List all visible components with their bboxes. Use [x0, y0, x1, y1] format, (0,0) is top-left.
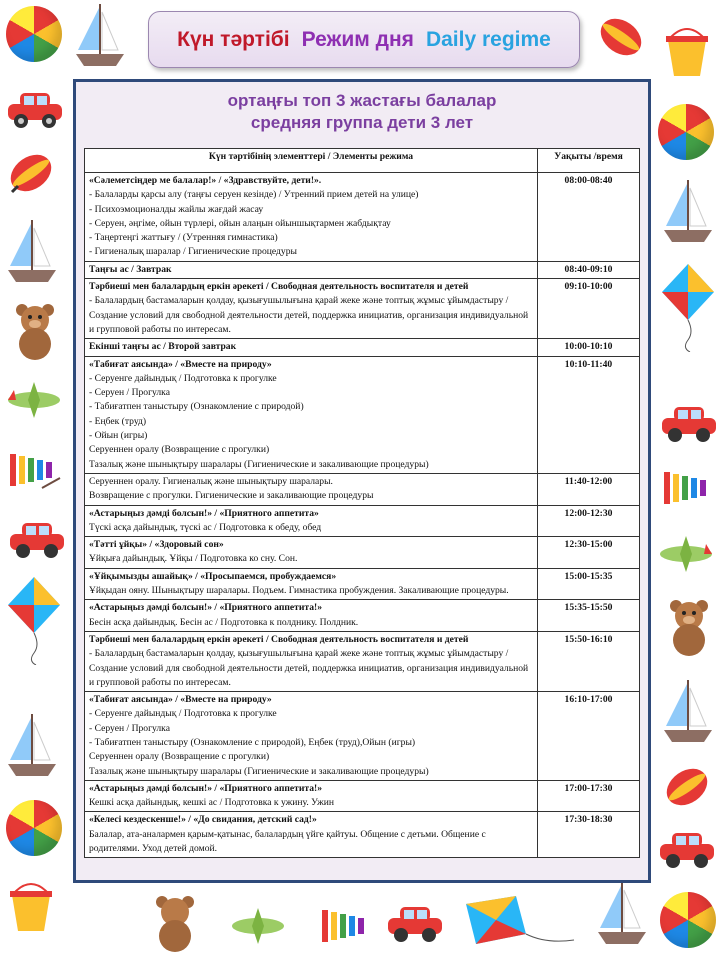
teddy-bear-icon-2 [664, 598, 714, 658]
activity-detail: Серуеннен оралу (Возвращение с прогулки) [89, 444, 270, 456]
spinning-top-icon [6, 148, 56, 198]
time-cell: 08:00-08:40 [538, 173, 640, 262]
spinning-top-icon-2 [596, 12, 646, 62]
teddy-bear-icon-3 [150, 894, 200, 954]
activity-cell [85, 780, 538, 812]
table-row [85, 600, 640, 632]
toy-car-icon-5 [386, 904, 444, 944]
sailboat-icon-3 [660, 178, 716, 248]
group-subtitle [76, 90, 648, 134]
table-row [85, 568, 640, 600]
activity-heading: «Табиғат аясында» / «Вместе на природу» [89, 694, 272, 706]
table-header-row [85, 149, 640, 173]
schedule-table [84, 148, 640, 858]
activity-detail: - Серуенге дайындық / Подготовка к прогулке [89, 372, 277, 384]
activity-detail: Балалар, ата-аналармен қарым-қатынас, балалардың үйге қайтуы. Общение с детьми. Общение с родителями. Уход детей домой. [89, 828, 486, 855]
beach-ball-icon-4 [660, 892, 716, 948]
toy-car-icon-3 [660, 404, 718, 444]
activity-heading: Екінші таңғы ас / Второй завтрак [89, 341, 237, 353]
activity-detail: Тазалық және шынықтыру шаралары (Гигиенические и закаливающие процедуры) [89, 765, 429, 777]
toy-plane-icon [4, 380, 64, 420]
toy-car-icon [6, 90, 64, 130]
table-row [85, 356, 640, 473]
table-row [85, 812, 640, 858]
title-english: Daily regime [425, 27, 551, 51]
activity-detail: - Психоэмоционалды жайлы жағдай жасау [89, 203, 264, 215]
toy-car-icon-2 [8, 520, 66, 560]
sailboat-icon-5 [594, 880, 650, 950]
time-cell: 10:10-11:40 [538, 356, 640, 473]
sailboat-icon-6 [72, 2, 128, 72]
table-row [85, 537, 640, 569]
time-cell: 15:50-16:10 [538, 631, 640, 691]
activity-detail: - Балалардың бастамаларын қолдау, қызығушылығына қарай жеке және топтық жұмыс ұйымдастыру / Создание условий для свободной деятельности детей, поддержка инициатив, организация индивидуальной и групповой работы по интересам. [89, 295, 529, 335]
activity-cell [85, 473, 538, 505]
activity-detail: - Балалардың бастамаларын қолдау, қызығушылығына қарай жеке және топтық жұмыс ұйымдастыру / Создание условий для свободной деятельности детей, поддержка инициатив, организация индивидуальной и групповой работы по интересам. [89, 648, 529, 688]
activity-cell [85, 261, 538, 278]
table-row [85, 692, 640, 781]
title-russian: Режим дня [301, 27, 414, 51]
time-cell: 15:35-15:50 [538, 600, 640, 632]
time-cell: 12:30-15:00 [538, 537, 640, 569]
schedule-panel [73, 79, 651, 883]
activity-detail: - Балаларды қарсы алу (таңғы серуен кезінде) / Утренний прием детей на улице) [89, 189, 419, 201]
activity-detail: Возвращение с прогулки. Гигиенические и закаливающие процедуры [89, 490, 374, 502]
beach-ball-icon-2 [6, 800, 62, 856]
time-cell: 15:00-15:35 [538, 568, 640, 600]
time-cell: 08:40-09:10 [538, 261, 640, 278]
activity-cell [85, 692, 538, 781]
activity-detail: Ұйқыға дайындық. Ұйқы / Подготовка ко сну. Сон. [89, 553, 298, 565]
activity-detail: Серуеннен оралу. Гигиеналық және шынықтыру шаралары. [89, 475, 333, 487]
activity-detail: Бесін асқа дайындық. Бесін ас / Подготовка к полднику. Полдник. [89, 616, 359, 628]
activity-detail: Түскі асқа дайындық, түскі ас / Подготовка к обеду, обед [89, 521, 322, 533]
table-row [85, 473, 640, 505]
xylophone-icon-2 [660, 466, 716, 510]
activity-cell [85, 356, 538, 473]
header-elements: Күн тәртібінің элементтері / Элементы режима [85, 149, 538, 173]
toy-car-icon-4 [658, 830, 716, 870]
activity-cell [85, 279, 538, 339]
subtitle-russian: средняя группа дети 3 лет [250, 113, 474, 132]
header-time: Уақыты /время [538, 149, 640, 173]
sailboat-icon-4 [660, 678, 716, 748]
activity-detail: - Серуен / Прогулка [89, 387, 170, 399]
title-banner [148, 11, 580, 68]
sand-bucket-icon-2 [662, 20, 712, 80]
activity-detail: - Серуен, әңгіме, ойын түрлері, ойын алаңын ойыншықтармен жабдықтау [89, 217, 391, 229]
activity-detail: - Гигиеналық шаралар / Гигиенические процедуры [89, 246, 297, 258]
activity-cell [85, 505, 538, 537]
beach-ball-icon-3 [658, 104, 714, 160]
activity-heading: «Ұйқымызды ашайық» / «Просыпаемся, пробуждаемся» [89, 570, 337, 582]
sailboat-icon-2 [4, 712, 60, 782]
activity-heading: Тәрбиеші мен балалардың еркін әрекеті / Свободная деятельность воспитателя и детей [89, 633, 469, 645]
activity-cell [85, 339, 538, 356]
table-row [85, 339, 640, 356]
activity-heading: «Астарыңыз дәмді болсын!» / «Приятного аппетита» [89, 507, 319, 519]
activity-heading: «Тәтті ұйқы» / «Здоровый сон» [89, 539, 224, 551]
activity-heading: «Табиғат аясында» / «Вместе на природу» [89, 358, 272, 370]
time-cell: 09:10-10:00 [538, 279, 640, 339]
activity-detail: - Серуенге дайындық / Подготовка к прогулке [89, 708, 277, 720]
activity-cell [85, 631, 538, 691]
activity-cell [85, 568, 538, 600]
activity-detail: - Табиғатпен таныстыру (Ознакомление с природой) [89, 401, 304, 413]
activity-heading: «Астарыңыз дәмді болсын!» / «Приятного аппетита!» [89, 602, 322, 614]
table-row [85, 279, 640, 339]
sailboat-icon [4, 218, 60, 288]
xylophone-icon [6, 448, 62, 492]
activity-detail: Ұйқыдан ояну. Шынықтыру шаралары. Подъем. Гимнастика пробуждения. Закаливающие процедуры. [89, 585, 509, 597]
activity-heading: «Сәлеметсіңдер ме балалар!» / «Здравствуйте, дети!». [89, 175, 322, 186]
activity-detail: Тазалық және шынықтыру шаралары (Гигиенические и закаливающие процедуры) [89, 458, 429, 470]
time-cell: 12:00-12:30 [538, 505, 640, 537]
activity-detail: Серуеннен оралу (Возвращение с прогулки) [89, 751, 270, 763]
activity-heading: Тәрбиеші мен балалардың еркін әрекеті / Свободная деятельность воспитателя и детей [89, 281, 469, 293]
activity-heading: «Астарыңыз дәмді болсын!» / «Приятного аппетита!» [89, 782, 322, 794]
toy-plane-icon-3 [228, 906, 288, 946]
teddy-bear-icon [10, 302, 60, 362]
activity-cell [85, 600, 538, 632]
activity-detail: - Ойын (игры) [89, 430, 148, 442]
activity-cell [85, 173, 538, 262]
kite-icon-3 [456, 894, 576, 954]
activity-detail: Кешкі асқа дайындық, кешкі ас / Подготовка к ужину. Ужин [89, 797, 335, 809]
activity-detail: - Таңертеңгі жаттығу / (Утренняя гимнастика) [89, 232, 278, 244]
activity-cell [85, 812, 538, 858]
table-row [85, 505, 640, 537]
kite-icon-2 [660, 262, 716, 352]
activity-detail: - Серуен / Прогулка [89, 722, 170, 734]
kite-icon [6, 575, 62, 665]
xylophone-icon-3 [318, 904, 374, 948]
table-row [85, 780, 640, 812]
toy-plane-icon-2 [656, 534, 716, 574]
activity-heading: Таңғы ас / Завтрак [89, 263, 172, 275]
table-row [85, 261, 640, 278]
spinning-top-icon-3 [662, 762, 712, 812]
time-cell: 16:10-17:00 [538, 692, 640, 781]
activity-heading: «Келесі кездескенше!» / «До свидания, детский сад!» [89, 814, 317, 826]
activity-cell [85, 537, 538, 569]
activity-detail: - Еңбек (труд) [89, 415, 147, 427]
table-row [85, 173, 640, 262]
beach-ball-icon [6, 6, 62, 62]
title-kazakh: Күн тәртібі [177, 27, 290, 51]
sand-bucket-icon [6, 875, 56, 935]
activity-detail: - Табиғатпен таныстыру (Ознакомление с природой), Еңбек (труд),Ойын (игры) [89, 736, 416, 748]
time-cell: 17:30-18:30 [538, 812, 640, 858]
time-cell: 10:00-10:10 [538, 339, 640, 356]
subtitle-kazakh: ортаңғы топ 3 жастағы балалар [227, 91, 497, 110]
time-cell: 17:00-17:30 [538, 780, 640, 812]
time-cell: 11:40-12:00 [538, 473, 640, 505]
table-row [85, 631, 640, 691]
